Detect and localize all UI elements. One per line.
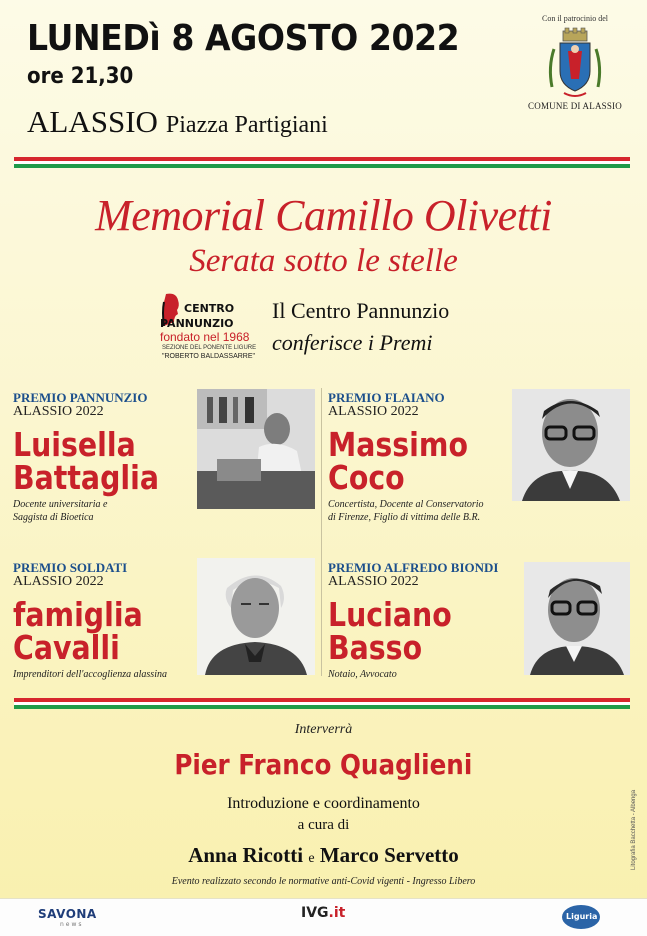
photo-luisella-battaglia <box>197 389 315 509</box>
event-title: Memorial Camillo Olivetti <box>95 191 552 240</box>
winner-description <box>328 668 498 681</box>
logo-line-2: PANNUNZIO <box>160 317 234 330</box>
host-2: Marco Servetto <box>319 843 459 867</box>
photo-luciano-basso <box>524 562 630 675</box>
winner-name <box>13 595 145 667</box>
ivg-logo <box>301 905 345 921</box>
host-1: Anna Ricotti <box>188 843 304 867</box>
prize-name: PREMIO SOLDATI <box>13 560 128 575</box>
savona-news-logo: SAVONA <box>38 907 97 921</box>
winner-line-1: famiglia <box>13 595 143 634</box>
winner-description <box>13 668 167 681</box>
ivg-logo-main: IVG <box>301 905 329 921</box>
logo-line-4: SEZIONE DEL PONENTE LIGURE <box>162 345 257 351</box>
cura-text: a cura di <box>297 817 350 833</box>
covid-note: Evento realizzato secondo le normative anti-Covid vigenti - Ingresso Libero <box>171 876 476 887</box>
winner-line-2: Battaglia <box>13 458 159 497</box>
winner-name <box>328 595 475 667</box>
comune-name: COMUNE DI ALASSIO <box>528 101 622 111</box>
photo-famiglia-cavalli <box>197 558 315 675</box>
printer-credit: Litografia Bacchetta - Albenga <box>631 789 637 870</box>
winner-description <box>13 498 183 524</box>
winner-name <box>328 425 468 497</box>
prize-year: ALASSIO 2022 <box>13 404 104 419</box>
winner-line-1: Luisella <box>13 425 136 464</box>
winner-description <box>328 498 491 524</box>
centro-pannunzio-logo <box>158 292 258 368</box>
hosts <box>0 843 647 868</box>
tricolor-divider-bottom <box>14 698 630 713</box>
winner-line-1: Massimo <box>328 425 468 464</box>
sponsor-footer <box>0 898 647 936</box>
prize-name: PREMIO PANNUNZIO <box>13 390 148 405</box>
logo-line-3: fondato nel 1968 <box>160 330 250 344</box>
winner-name <box>13 425 159 497</box>
event-subtitle: Serata sotto le stelle <box>189 243 458 279</box>
logo-line-5: "ROBERTO BALDASSARRE" <box>162 353 256 360</box>
photo-massimo-coco <box>512 389 630 501</box>
prize-block-biondi <box>328 560 498 681</box>
winner-description-line-2: Saggista di Bioetica <box>13 512 94 523</box>
patronage-block <box>520 14 630 111</box>
winner-line-1: Luciano <box>328 595 452 634</box>
guest-speaker <box>0 748 647 781</box>
winner-line-2: Coco <box>328 458 405 497</box>
prize-year: ALASSIO 2022 <box>328 574 419 589</box>
event-place <box>27 104 328 140</box>
patronage-text: Con il patrocinio del <box>542 14 608 23</box>
prize-block-pannunzio <box>13 390 183 524</box>
centro-subheading: conferisce i Premi <box>272 330 433 355</box>
winner-description-line-1: Notaio, Avvocato <box>328 669 397 680</box>
prize-block-flaiano <box>328 390 491 524</box>
prize-block-soldati <box>13 560 167 681</box>
host-conjunction: e <box>308 851 315 866</box>
winner-description-line-2: di Firenze, Figlio di vittima delle B.R. <box>328 512 481 523</box>
winner-description-line-1: Docente universitaria e <box>13 499 108 510</box>
onda-ligure-text: Liguria <box>566 912 598 921</box>
alassio-crest-icon <box>546 27 604 99</box>
event-city: ALASSIO <box>27 104 158 139</box>
tricolor-divider-top <box>14 157 630 172</box>
logo-line-1: CENTRO <box>184 302 235 315</box>
event-square: Piazza Partigiani <box>165 112 328 138</box>
event-time: ore 21,30 <box>27 64 134 89</box>
guest-speaker-name: Pier Franco Quaglieni <box>174 748 473 781</box>
winner-line-2: Cavalli <box>13 628 120 667</box>
prize-name: PREMIO ALFREDO BIONDI <box>328 560 499 575</box>
prize-column-divider <box>321 388 322 676</box>
ivg-logo-domain: .it <box>328 905 346 921</box>
winner-line-2: Basso <box>328 628 423 667</box>
winner-description-line-1: Imprenditori dell'accoglienza alassina <box>13 669 167 680</box>
savona-news-sub: news <box>60 921 84 928</box>
centro-heading: Il Centro Pannunzio <box>272 298 450 323</box>
event-date: LUNEDì 8 AGOSTO 2022 <box>27 18 460 59</box>
speaker-label: Interverrà <box>294 722 353 737</box>
prize-year: ALASSIO 2022 <box>328 404 419 419</box>
prize-name: PREMIO FLAIANO <box>328 390 445 405</box>
intro-text: Introduzione e coordinamento <box>227 795 420 812</box>
prize-year: ALASSIO 2022 <box>13 574 104 589</box>
winner-description-line-1: Concertista, Docente al Conservatorio <box>328 499 484 510</box>
